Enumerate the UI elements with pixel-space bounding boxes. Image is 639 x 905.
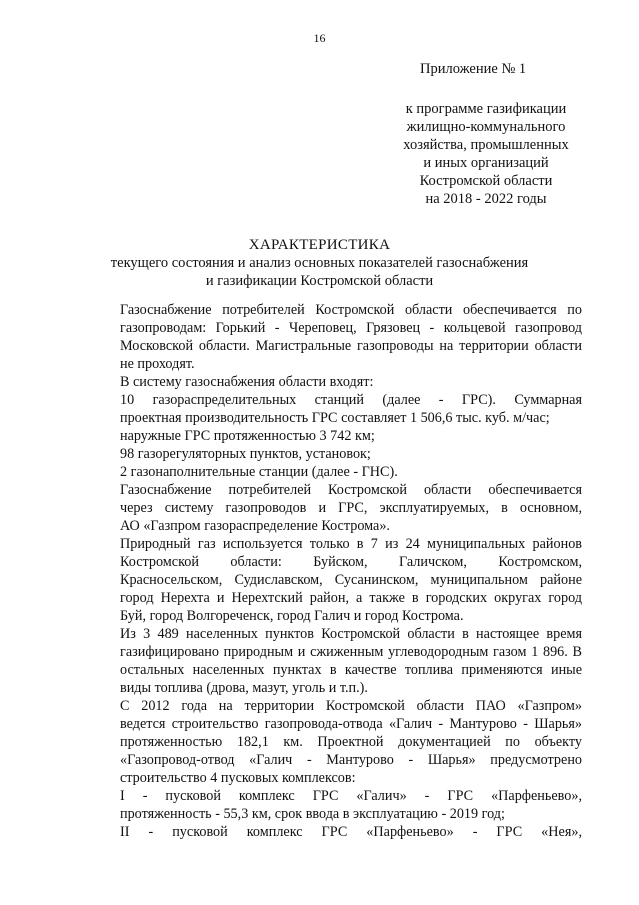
- body-line: остальных населенных пунктах в качестве топлива применяются иные: [120, 662, 582, 678]
- body-line: протяженность - 55,3 км, срок ввода в эксплуатацию - 2019 год;: [120, 806, 505, 822]
- appendix-title: Приложение № 1: [420, 61, 527, 77]
- body-line: «Газопровод-отвод «Галич - Мантурово - Шарья» предусмотрено: [120, 752, 582, 768]
- body-line: Природный газ используется только в 7 из 24 муниципальных районов: [120, 536, 582, 552]
- appendix-line: жилищно-коммунального: [406, 119, 566, 135]
- body-paragraph: [91, 787, 582, 823]
- body-paragraph: [91, 625, 582, 697]
- body-line: Московской области. Магистральные газопроводы на территории области: [120, 338, 582, 354]
- body-line: через систему газопроводов и ГРС, эксплуатируемых, в основном,: [120, 500, 582, 516]
- body-line: 2 газонаполнительные станции (далее - ГНС).: [120, 464, 398, 480]
- body-line: наружные ГРС протяженностью 3 742 км;: [120, 428, 375, 444]
- body-paragraph: [91, 373, 582, 391]
- body-paragraph: [91, 463, 582, 481]
- body-line: газопроводам: Горький - Череповец, Грязовец - кольцевой газопровод: [120, 320, 582, 336]
- body-line: АО «Газпром газораспределение Кострома».: [120, 518, 390, 534]
- body-paragraph: [91, 391, 582, 427]
- document-body: [91, 301, 582, 841]
- body-line: 98 газорегуляторных пунктов, установок;: [120, 446, 371, 462]
- body-line: протяженностью 182,1 км. Проектной документацией по объекту: [120, 734, 582, 750]
- body-line: виды топлива (дрова, мазут, уголь и т.п.).: [120, 680, 368, 696]
- appendix-subtitle-block: [376, 100, 596, 208]
- body-line: Красносельском, Судиславском, Сусанинском, муниципальном районе: [120, 572, 582, 588]
- body-paragraph: [91, 535, 582, 625]
- body-line: строительство 4 пусковых комплексов:: [120, 770, 356, 786]
- appendix-line: к программе газификации: [405, 101, 567, 117]
- body-line: С 2012 года на территории Костромской области ПАО «Газпром»: [120, 698, 582, 714]
- body-line: II - пусковой комплекс ГРС «Парфеньево» - ГРС «Нея»,: [120, 824, 582, 840]
- body-line: 10 газораспределительных станций (далее - ГРС). Суммарная: [120, 392, 582, 408]
- body-line: город Нерехта и Нерехтский район, а также в городских округах город: [120, 590, 582, 606]
- body-paragraph: [91, 697, 582, 787]
- page-number: 16: [313, 31, 326, 45]
- body-paragraph: [91, 481, 582, 535]
- body-line: ведется строительство газопровода-отвода «Галич - Мантурово - Шарья»: [120, 716, 582, 732]
- body-line: Костромской области: Буйском, Галичском, Костромском,: [120, 554, 582, 570]
- body-line: Газоснабжение потребителей Костромской области обеспечивается: [120, 482, 582, 498]
- document-heading: [0, 236, 639, 290]
- body-line: проектная производительность ГРС составляет 1 506,6 тыс. куб. м/час;: [120, 410, 550, 426]
- appendix-line: хозяйства, промышленных: [403, 137, 569, 153]
- body-paragraph: [91, 823, 582, 841]
- body-line: газифицировано природным и сжиженным углеводородным газом 1 896. В: [120, 644, 582, 660]
- body-paragraph: [91, 301, 582, 373]
- body-paragraph: [91, 445, 582, 463]
- body-line: Газоснабжение потребителей Костромской области обеспечивается по: [120, 302, 582, 318]
- body-line: Из 3 489 населенных пунктов Костромской области в настоящее время: [120, 626, 582, 642]
- body-line: В систему газоснабжения области входят:: [120, 374, 374, 390]
- appendix-line: и иных организаций: [423, 155, 549, 171]
- appendix-line: Костромской области: [419, 173, 553, 189]
- body-line: I - пусковой комплекс ГРС «Галич» - ГРС «Парфеньево»,: [120, 788, 582, 804]
- body-line: Буй, город Волгореченск, город Галич и город Кострома.: [120, 608, 464, 624]
- heading-title: ХАРАКТЕРИСТИКА: [248, 237, 391, 253]
- body-line: не проходят.: [120, 356, 195, 372]
- appendix-line: на 2018 - 2022 годы: [425, 191, 547, 207]
- heading-subtitle-line: и газификации Костромской области: [205, 273, 434, 289]
- body-paragraph: [91, 427, 582, 445]
- heading-subtitle-line: текущего состояния и анализ основных показателей газоснабжения: [110, 255, 529, 271]
